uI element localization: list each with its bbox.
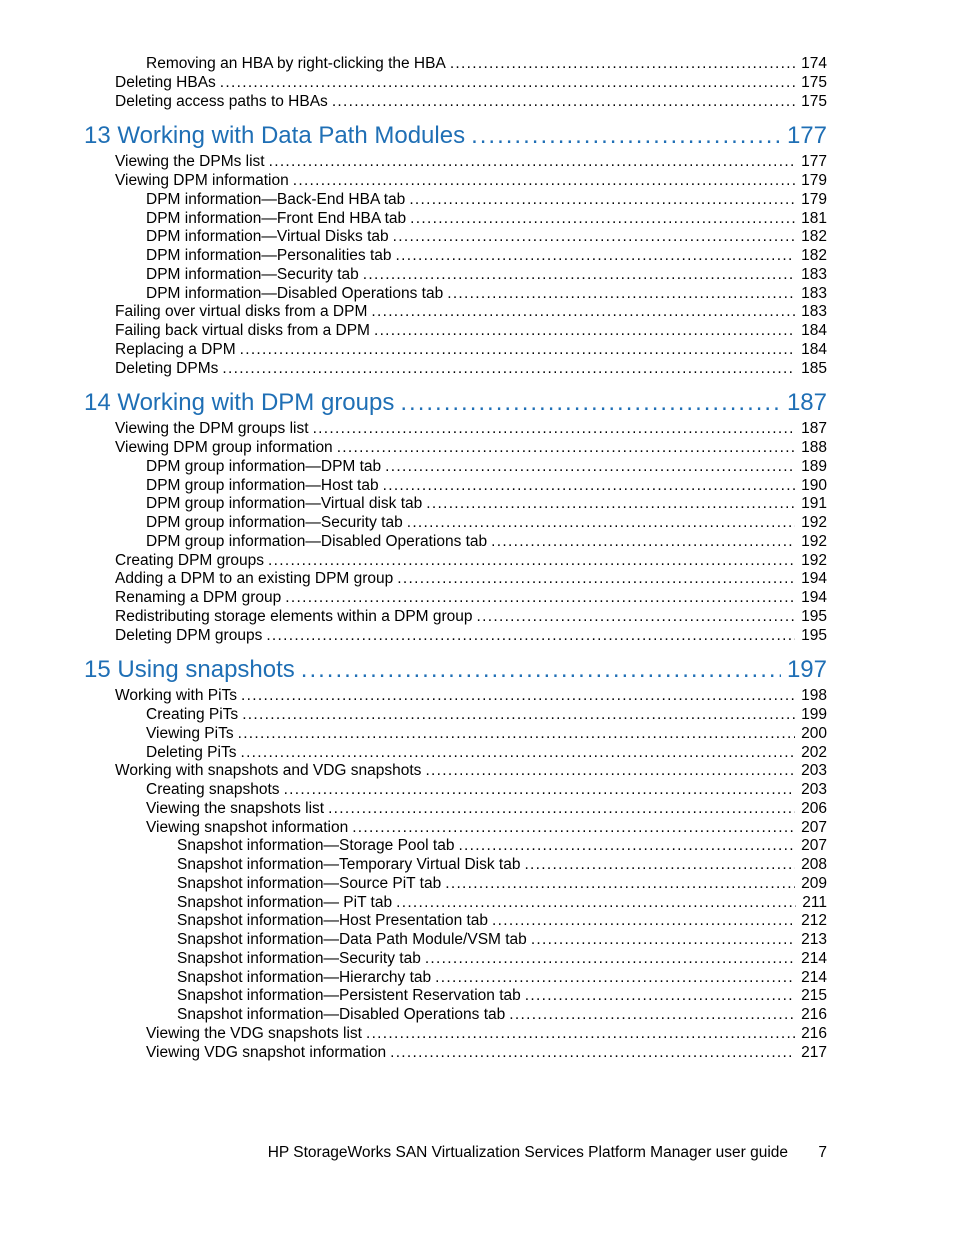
page-number: 177	[801, 153, 827, 171]
dot-leader	[293, 171, 795, 190]
dot-leader	[374, 321, 795, 340]
dot-leader	[240, 340, 796, 359]
dot-leader	[524, 855, 795, 874]
dot-leader	[385, 457, 795, 476]
page-number: 215	[801, 987, 827, 1005]
dot-leader	[240, 743, 795, 762]
toc-entry-label: Viewing DPM group information	[115, 439, 333, 456]
page-number: 190	[801, 476, 827, 494]
toc-entry[interactable]	[177, 930, 827, 949]
page-number: 179	[801, 172, 827, 189]
dot-leader	[407, 513, 795, 532]
toc-entry[interactable]	[177, 949, 827, 968]
toc-entry-label: Snapshot information—Data Path Module/VSM tab	[177, 931, 527, 948]
toc-entry-label: Replacing a DPM	[115, 340, 236, 358]
toc-entry-label: Creating PiTs	[146, 706, 239, 723]
dot-leader	[268, 551, 795, 570]
toc-entry-label: DPM information—Personalities tab	[146, 247, 392, 264]
toc-entry[interactable]	[115, 686, 827, 705]
dot-leader	[313, 419, 796, 438]
toc-entry[interactable]	[146, 265, 827, 284]
page-number: 183	[801, 265, 827, 283]
toc-entry[interactable]	[177, 836, 827, 855]
page-number: 207	[801, 837, 827, 855]
page-number: 213	[801, 931, 827, 948]
dot-leader	[390, 1043, 795, 1062]
page-number: 175	[801, 73, 827, 91]
dot-leader	[220, 73, 795, 92]
page-number: 182	[801, 247, 827, 264]
toc-entry[interactable]	[146, 1024, 827, 1043]
toc-entry-label: DPM information—Front End HBA tab	[146, 209, 407, 227]
toc-entry-label: Snapshot information—Source PiT tab	[177, 874, 442, 892]
page-footer	[268, 1143, 827, 1162]
toc-entry[interactable]	[115, 92, 827, 111]
toc-entry[interactable]	[177, 855, 827, 874]
toc-entry[interactable]	[177, 893, 827, 912]
toc-entry-label: Working with snapshots and VDG snapshots	[115, 762, 422, 780]
page-number: 217	[801, 1043, 827, 1061]
toc-entry-label: Deleting PiTs	[146, 743, 237, 761]
dot-leader	[458, 836, 795, 855]
dot-leader	[525, 986, 795, 1005]
page-number: 199	[801, 706, 827, 723]
dot-leader	[241, 686, 795, 705]
dot-leader	[435, 968, 795, 987]
toc-entry-label: Snapshot information— PiT tab	[177, 893, 393, 911]
toc-entry[interactable]	[177, 874, 827, 893]
dot-leader	[328, 799, 795, 818]
dot-leader	[366, 1024, 795, 1043]
page-number: 174	[801, 55, 827, 72]
dot-leader	[425, 761, 795, 780]
chapter-heading[interactable]	[84, 656, 827, 684]
toc-entry-label: Adding a DPM to an existing DPM group	[115, 570, 394, 588]
page-number: 197	[786, 656, 827, 684]
toc-entry-label: Viewing PiTs	[146, 724, 234, 742]
toc-entry-label: Creating DPM groups	[115, 551, 265, 569]
toc-entry-label: Viewing DPM information	[115, 172, 289, 189]
toc-entry-label: Redistributing storage elements within a DPM group	[115, 607, 473, 625]
toc-entry[interactable]	[115, 607, 827, 626]
page-number: 211	[802, 893, 827, 911]
toc-entry-label: DPM information—Disabled Operations tab	[146, 284, 444, 302]
dot-leader	[337, 438, 795, 457]
toc-entry-label: Removing an HBA by right-clicking the HBA	[146, 55, 446, 72]
dot-leader	[284, 780, 796, 799]
toc-entry-label: DPM group information—Host tab	[146, 476, 379, 494]
toc-entry-label: Snapshot information—Temporary Virtual Disk tab	[177, 856, 521, 873]
dot-leader	[531, 930, 795, 949]
dot-leader	[491, 532, 795, 551]
toc-entry[interactable]	[115, 419, 827, 438]
page-number: 179	[801, 190, 827, 208]
page-number: 206	[801, 799, 827, 817]
page-number: 184	[801, 340, 827, 358]
toc-entry[interactable]	[146, 190, 827, 209]
toc-entry[interactable]	[146, 724, 827, 743]
toc-entry[interactable]	[146, 209, 827, 228]
page-number: 200	[801, 724, 827, 742]
page-number: 175	[801, 92, 827, 110]
toc-entry[interactable]	[115, 302, 827, 321]
dot-leader	[352, 818, 795, 837]
dot-leader	[471, 122, 781, 150]
page-number: 192	[801, 514, 827, 531]
toc-entry[interactable]	[146, 1043, 827, 1062]
chapter-heading[interactable]	[84, 122, 827, 150]
toc-entry-label: Working with PiTs	[115, 687, 238, 705]
toc-entry-label: Viewing VDG snapshot information	[146, 1043, 387, 1061]
footer-title: HP StorageWorks SAN Virtualization Services Platform Manager user guide	[267, 1144, 789, 1161]
page-number: 182	[801, 228, 827, 246]
page-number: 191	[801, 495, 827, 513]
page-number: 187	[786, 389, 827, 417]
toc-entry[interactable]	[146, 54, 827, 73]
page-number: 198	[801, 687, 827, 705]
toc-entry-label: Deleting DPMs	[115, 359, 219, 377]
page-number: 188	[801, 439, 827, 456]
dot-leader	[396, 893, 796, 912]
toc-entry[interactable]	[146, 799, 827, 818]
toc-entry-label: DPM information—Back-End HBA tab	[146, 190, 406, 208]
dot-leader	[238, 724, 796, 743]
page-number: 212	[801, 912, 827, 930]
toc-entry[interactable]	[115, 626, 827, 645]
toc-entry[interactable]	[115, 569, 827, 588]
toc-entry-label: Snapshot information—Disabled Operations tab	[177, 1006, 506, 1023]
toc-entry[interactable]	[177, 968, 827, 987]
toc-entry-label: Renaming a DPM group	[115, 589, 282, 606]
toc-entry[interactable]	[146, 780, 827, 799]
toc-entry[interactable]	[177, 1005, 827, 1024]
dot-leader	[477, 607, 796, 626]
dot-leader	[301, 656, 781, 684]
page-number: 187	[801, 420, 827, 438]
chapter-title: 15 Using snapshots	[84, 656, 295, 684]
toc-entry[interactable]	[115, 152, 827, 171]
toc-entry-label: Snapshot information—Storage Pool tab	[177, 837, 455, 855]
page-number: 214	[801, 949, 827, 967]
toc-entry[interactable]	[115, 171, 827, 190]
dot-leader	[410, 209, 795, 228]
toc-entry[interactable]	[146, 476, 827, 495]
dot-leader	[445, 874, 795, 893]
page-number: 207	[801, 818, 827, 836]
dot-leader	[425, 949, 795, 968]
toc-entry[interactable]	[115, 340, 827, 359]
toc-entry[interactable]	[115, 321, 827, 340]
toc-entry[interactable]	[115, 359, 827, 378]
toc-entry-label: Viewing the DPMs list	[115, 153, 265, 171]
toc-entry[interactable]	[146, 284, 827, 303]
page-number: 208	[801, 856, 827, 873]
dot-leader	[393, 227, 795, 246]
page-number: 185	[801, 359, 827, 377]
chapter-title: 13 Working with Data Path Modules	[84, 122, 466, 150]
dot-leader	[396, 246, 796, 265]
toc-entry-label: Snapshot information—Security tab	[177, 949, 421, 967]
toc-entry[interactable]	[115, 761, 827, 780]
toc-entry[interactable]	[115, 588, 827, 607]
dot-leader	[400, 389, 781, 417]
page-number: 189	[801, 457, 827, 475]
dot-leader	[332, 92, 795, 111]
toc-entry[interactable]	[146, 246, 827, 265]
toc-entry[interactable]	[146, 705, 827, 724]
dot-leader	[450, 54, 795, 73]
toc-entry-label: DPM group information—Disabled Operations tab	[146, 532, 488, 550]
toc-entry-label: Viewing snapshot information	[146, 818, 349, 836]
dot-leader	[426, 494, 795, 513]
page-number: 194	[801, 589, 827, 606]
toc-entry-label: Snapshot information—Host Presentation tab	[177, 912, 489, 930]
toc-entry[interactable]	[177, 986, 827, 1005]
page-number: 194	[801, 570, 827, 588]
page-number: 183	[801, 284, 827, 302]
dot-leader	[266, 626, 795, 645]
dot-leader	[383, 476, 796, 495]
toc-entry-label: Viewing the DPM groups list	[115, 420, 309, 438]
toc-entry[interactable]	[146, 227, 827, 246]
toc-entry[interactable]	[115, 73, 827, 92]
toc-entry-label: Creating snapshots	[146, 781, 280, 798]
toc-entry[interactable]	[146, 457, 827, 476]
toc-entry[interactable]	[146, 494, 827, 513]
dot-leader	[371, 302, 795, 321]
dot-leader	[222, 359, 795, 378]
page-number: 209	[801, 874, 827, 892]
toc-entry-label: Snapshot information—Persistent Reservation tab	[177, 987, 521, 1005]
page-number: 192	[801, 532, 827, 550]
dot-leader	[492, 911, 795, 930]
toc-entry-label: DPM information—Security tab	[146, 265, 359, 283]
toc-entry-label: Deleting access paths to HBAs	[115, 92, 328, 110]
toc-entry[interactable]	[177, 911, 827, 930]
page-number: 202	[801, 743, 827, 761]
dot-leader	[269, 152, 796, 171]
page-number: 184	[801, 322, 827, 339]
toc-entry[interactable]	[115, 551, 827, 570]
dot-leader	[509, 1005, 795, 1024]
toc-entry-label: DPM information—Virtual Disks tab	[146, 228, 389, 246]
dot-leader	[397, 569, 795, 588]
page-number: 177	[786, 122, 827, 150]
toc-entry-label: Viewing the snapshots list	[146, 799, 325, 817]
toc-entry-label: Viewing the VDG snapshots list	[146, 1024, 362, 1042]
page-number: 181	[801, 209, 827, 227]
page-number: 216	[801, 1006, 827, 1023]
page-number: 216	[801, 1024, 827, 1042]
dot-leader	[285, 588, 795, 607]
toc-entry-label: DPM group information—Security tab	[146, 514, 403, 531]
toc-entry[interactable]	[146, 818, 827, 837]
dot-leader	[409, 190, 795, 209]
footer-page-number: 7	[818, 1144, 827, 1161]
page-number: 195	[801, 607, 827, 625]
toc-entry-label: Deleting HBAs	[115, 73, 216, 91]
toc-entry-label: DPM group information—DPM tab	[146, 457, 382, 475]
toc-entry-label: Failing back virtual disks from a DPM	[115, 322, 370, 339]
chapter-heading[interactable]	[84, 389, 827, 417]
toc-entry[interactable]	[146, 532, 827, 551]
chapter-title: 14 Working with DPM groups	[84, 389, 395, 417]
toc-entry-label: Deleting DPM groups	[115, 626, 263, 644]
dot-leader	[447, 284, 795, 303]
page-number: 203	[801, 762, 827, 780]
page-number: 183	[801, 303, 827, 321]
page-number: 195	[801, 626, 827, 644]
toc-entry-label: DPM group information—Virtual disk tab	[146, 495, 423, 513]
toc-entry[interactable]	[115, 438, 827, 457]
toc-entry-label: Snapshot information—Hierarchy tab	[177, 968, 432, 986]
dot-leader	[242, 705, 795, 724]
page-number: 192	[801, 551, 827, 569]
page-number: 203	[801, 781, 827, 798]
page-number: 214	[801, 968, 827, 986]
toc-entry[interactable]	[146, 743, 827, 762]
toc-entry-label: Failing over virtual disks from a DPM	[115, 303, 368, 321]
toc-entry[interactable]	[146, 513, 827, 532]
dot-leader	[363, 265, 795, 284]
